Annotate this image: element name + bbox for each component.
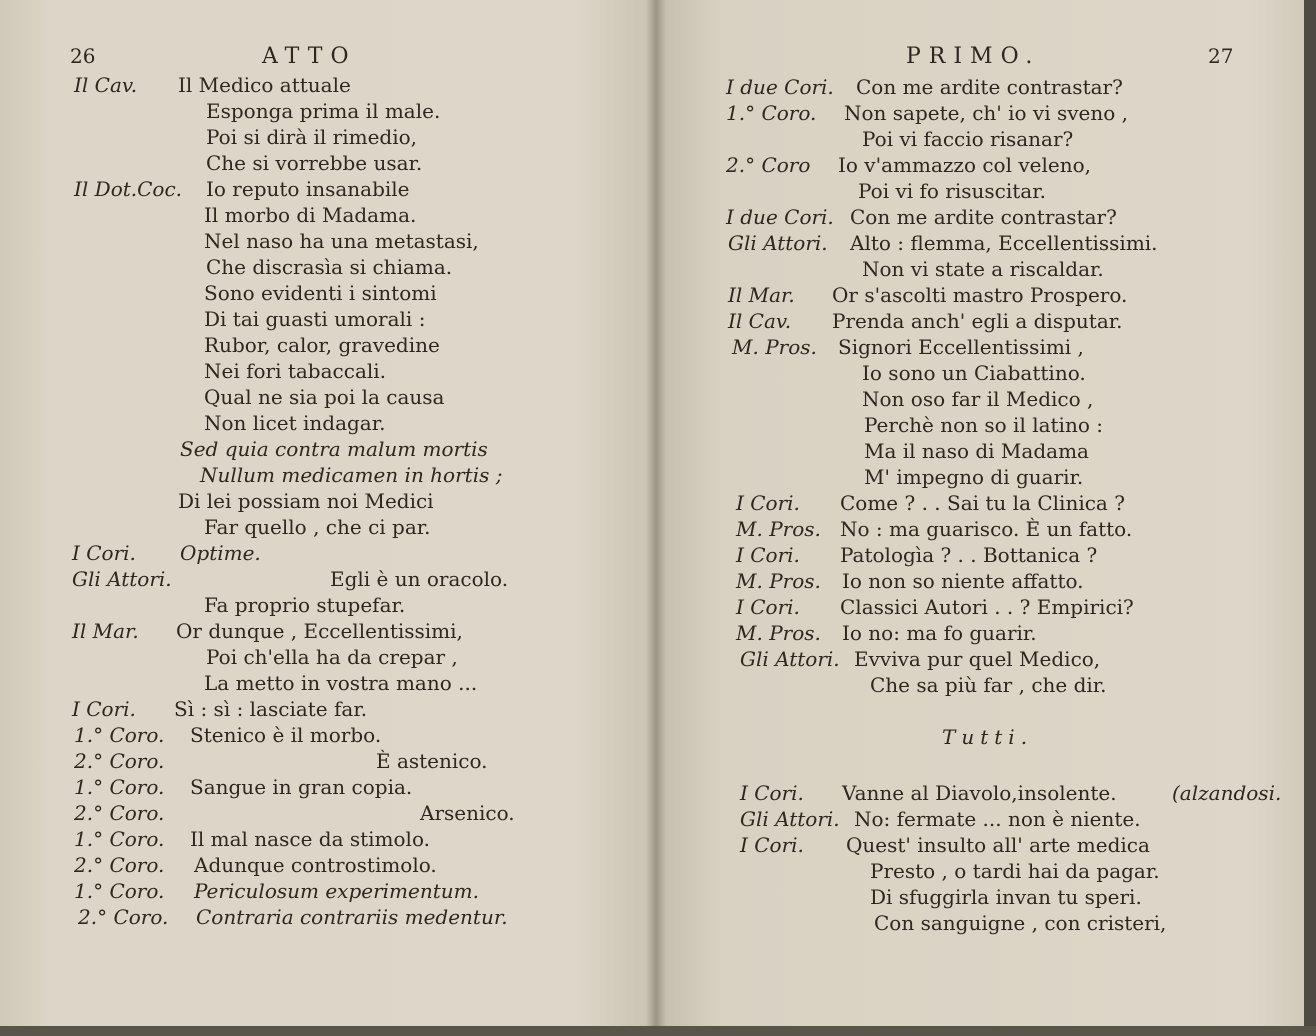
page-number: 27 (1208, 44, 1234, 68)
book-edge-right (1304, 0, 1316, 1036)
right-page-body: I due Cori. Con me ardite contrastar? 1.° Coro. Non sapete, ch' io vi sveno , Poi vi faccio risanar? 2.° Coro Io v'ammazzo col veleno, Poi vi fo risuscitar. I due Cori. Con me ardite contrastar? Gli Attori. Alto : flemma, Eccellentissimi. Non vi state a riscaldar. Il Mar. Or s'ascolti mastro Prospero. Il Cav. Prenda anch' egli a disputar. M. Pros. Signori Eccellentissimi , Io sono un Ciabattino. Non oso far il Medico , Perchè non so il latino : Ma il naso di Madama M' impegno di guarir. I Cori. Come ? . . Sai tu la Clinica ? M. Pros. No : ma guarisco. È un fatto. I Cori. Patologìa ? . . Bottanica ? M. Pros. Io non so niente affatto. I Cori. Classici Autori . . ? Empirici? M. Pros. Io no: ma fo guarir. Gli Attori. Evviva pur quel Medico, Che sa più far , che dir. (726, 75, 1158, 697)
tutti-body: I Cori. Vanne al Diavolo,insolente. (alzandosi. Gli Attori. No: fermate ... non è niente. I Cori. Quest' insulto all' arte medica Presto , o tardi hai da pagar. Di sfuggirla invan tu speri. Con sanguigne , con cristeri, (740, 781, 1282, 935)
book-gutter (646, 0, 666, 1036)
section-heading-tutti: Tutti. (942, 725, 1034, 749)
running-head: PRIMO. (906, 44, 1041, 69)
right-page (656, 0, 1316, 1036)
running-head: ATTO (262, 44, 357, 69)
left-page (0, 0, 656, 1036)
book-edge-bottom (0, 1026, 1316, 1036)
page-number: 26 (70, 44, 96, 68)
left-page-body: Il Cav. Il Medico attuale Esponga prima il male. Poi si dirà il rimedio, Che si vorrebbe usar. Il Dot.Coc. Io reputo insanabile Il morbo di Madama. Nel naso ha una metastasi, Che discrasìa si chiama. Sono evidenti i sintomi Di tai guasti umorali : Rubor, calor, gravedine Nei fori tabaccali. Qual ne sia poi la causa Non licet indagar. Sed quia contra malum mortis Nullum medicamen in hortis ; Di lei possiam noi Medici Far quello , che ci par. I Cori. Optime. Gli Attori. Egli è un oracolo. Fa proprio stupefar. Il Mar. Or dunque , Eccellentissimi, Poi ch'ella ha da crepar , La metto in vostra mano ... I Cori. Sì : sì : lasciate far. 1.° Coro. Stenico è il morbo. 2.° Coro. È astenico. 1.° Coro. Sangue in gran copia. 2.° Coro. Arsenico. 1.° Coro. Il mal nasce da stimolo. 2.° Coro. Adunque controstimolo. 1.° Coro. Periculosum experimentum. 2.° Coro. Contraria contrariis medentur. (72, 73, 515, 929)
